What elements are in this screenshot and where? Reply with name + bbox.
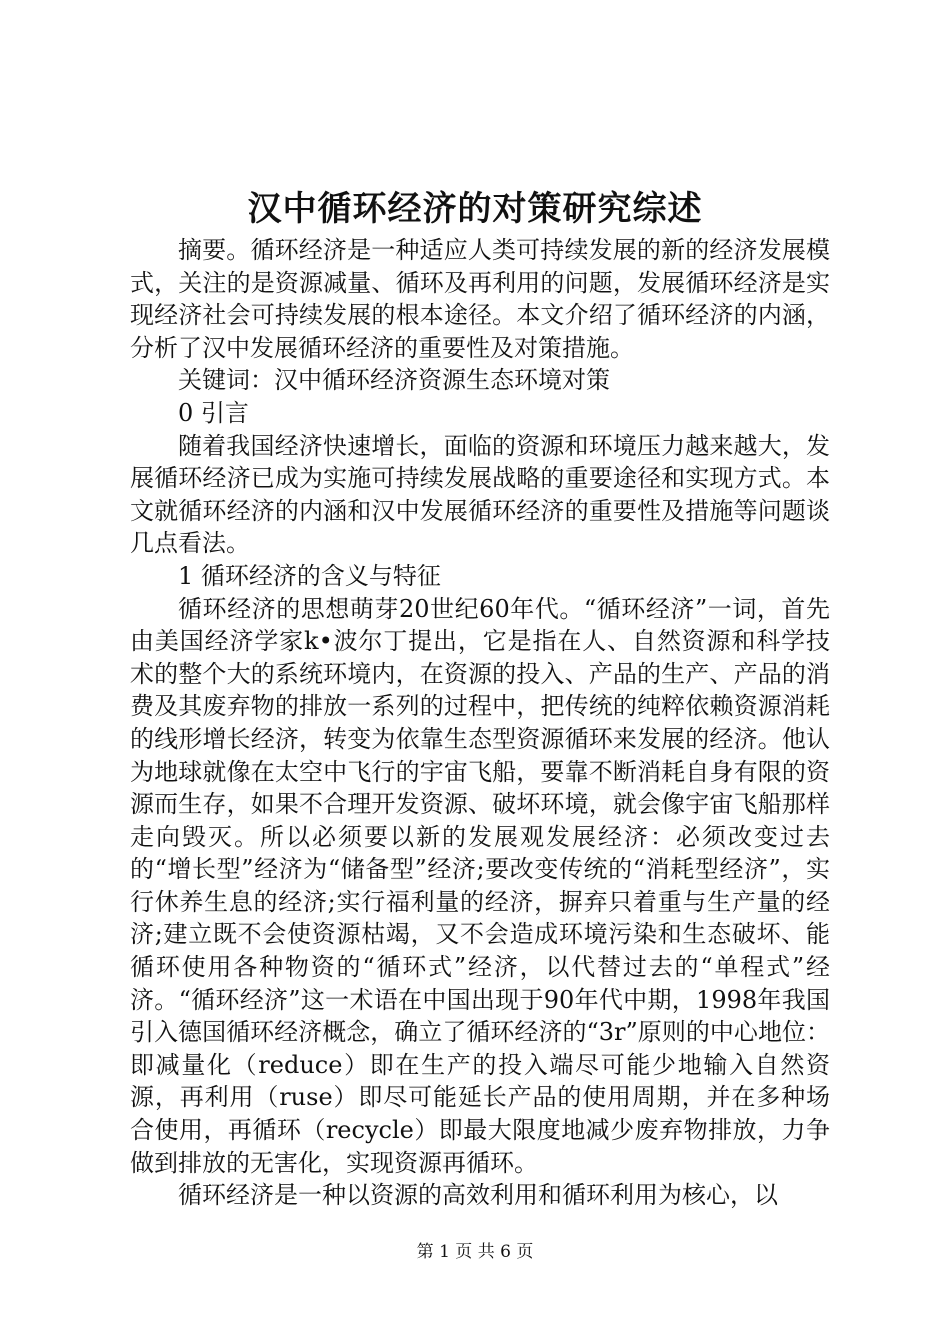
abstract-paragraph: 摘要。循环经济是一种适应人类可持续发展的新的经济发展模式，关注的是资源减量、循环及再利用的问题，发展循环经济是实现经济社会可持续发展的根本途径。本文介绍了循环经济的内涵，分析了汉中发展循环经济的重要性及对策措施。	[130, 236, 830, 362]
page-number-footer: 第 1 页 共 6 页	[416, 1242, 534, 1262]
section-1-heading: 1 循环经济的含义与特征	[178, 561, 441, 590]
keywords-line: 关键词：汉中循环经济资源生态环境对策	[178, 366, 610, 395]
section-0-heading: 0 引言	[178, 398, 249, 427]
section-0-paragraph: 随着我国经济快速增长，面临的资源和环境压力越来越大，发展循环经济已成为实施可持续发展战略的重要途径和实现方式。本文就循环经济的内涵和汉中发展循环经济的重要性及措施等问题谈几点看法。	[130, 431, 830, 558]
document-body	[130, 234, 830, 1212]
document-title: 汉中循环经济的对策研究综述	[247, 189, 703, 229]
section-1-paragraph-1: 循环经济的思想萌芽20世纪60年代。“循环经济”一词，首先由美国经济学家k•波尔丁提出，它是指在人、自然资源和科学技术的整个大的系统环境内，在资源的投入、产品的生产、产品的消费及其废弃物的排放一系列的过程中，把传统的纯粹依赖资源消耗的线形增长经济，转变为依靠生态型资源循环来发展的经济。他认为地球就像在太空中飞行的宇宙飞船，要靠不断消耗自身有限的资源而生存，如果不合理开发资源、破坏环境，就会像宇宙飞船那样走向毁灭。所以必须要以新的发展观发展经济：必须改变过去的“增长型”经济为“储备型”经济;要改变传统的“消耗型经济”，实行休养生息的经济;实行福利量的经济，摒弃只着重与生产量的经济;建立既不会使资源枯竭，又不会造成环境污染和生态破坏、能循环使用各种物资的“循环式”经济，以代替过去的“单程式”经济。“循环经济”这一术语在中国出现于90年代中期，1998年我国引入德国循环经济概念，确立了循环经济的“3r”原则的中心地位：即减量化（reduce）即在生产的投入端尽可能少地输入自然资源，再利用（ruse）即尽可能延长产品的使用周期，并在多种场合使用，再循环（recycle）即最大限度地减少废弃物排放，力争做到排放的无害化，实现资源再循环。	[130, 594, 830, 1177]
section-1-paragraph-2: 循环经济是一种以资源的高效利用和循环利用为核心，以	[178, 1181, 778, 1210]
